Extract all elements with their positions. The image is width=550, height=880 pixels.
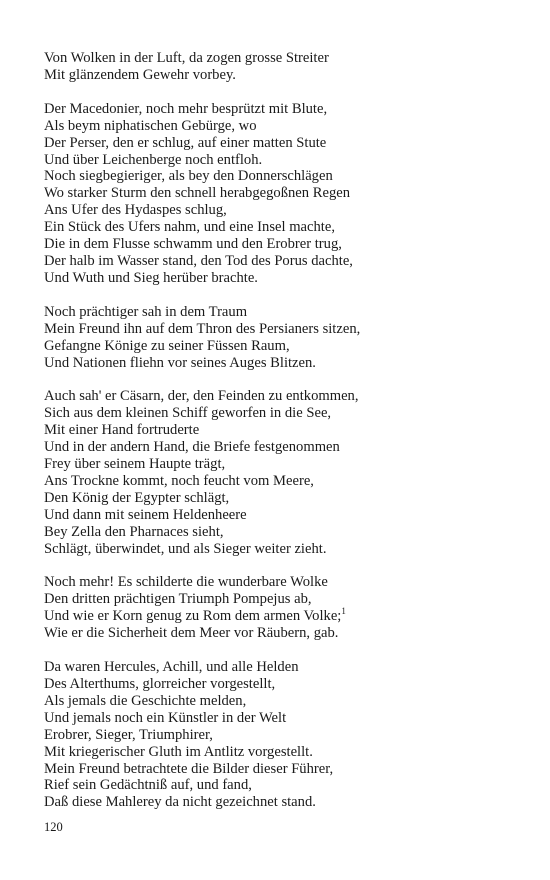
verse-line: Sich aus dem kleinen Schiff geworfen in die See,	[44, 405, 332, 422]
verse-line: Des Alterthums, glorreicher vorgestellt,	[44, 676, 276, 692]
verse-line: Mein Freund ihn auf dem Thron des Persianers sitzen,	[44, 320, 361, 337]
footnote-marker: 1	[341, 606, 346, 617]
verse-line: Gefangne Könige zu seiner Füssen Raum,	[44, 337, 290, 354]
verse-line: Noch siegbegieriger, als bey den Donnerschlägen	[44, 168, 333, 185]
verse-line: Und Nationen fliehn vor seines Auges Blitzen.	[44, 354, 316, 371]
verse-line: Der Macedonier, noch mehr besprützt mit Blute,	[44, 100, 328, 117]
poem-body	[44, 50, 514, 828]
verse-line-with-footnote	[44, 608, 514, 625]
verse-line: Ans Trockne kommt, noch feucht vom Meere,	[44, 472, 314, 489]
verse-line: Rief sein Gedächtniß auf, und fand,	[44, 777, 252, 794]
verse-line: Erobrer, Sieger, Triumphirer,	[44, 726, 213, 743]
verse-line: Als jemals die Geschichte melden,	[44, 692, 247, 709]
verse-line: Mit kriegerischer Gluth im Antlitz vorgestellt.	[44, 743, 313, 760]
verse-line: Ans Ufer des Hydaspes schlug,	[44, 202, 227, 219]
verse-line: Daß diese Mahlerey da nicht gezeichnet stand.	[44, 794, 316, 811]
verse-line: Den dritten prächtigen Triumph Pompejus ab,	[44, 591, 312, 608]
verse-line: Mit einer Hand fortruderte	[44, 422, 200, 439]
verse-line: Von Wolken in der Luft, da zogen grosse Streiter	[44, 50, 329, 66]
verse-line: Wo starker Sturm den schnell herabgegoßnen Regen	[44, 185, 351, 202]
verse-line: Frey über seinem Haupte trägt,	[44, 456, 226, 473]
verse-line: Noch mehr! Es schilderte die wunderbare Wolke	[44, 574, 328, 591]
verse-line: Und jemals noch ein Künstler in der Welt	[44, 709, 287, 726]
verse-line: Noch prächtiger sah in dem Traum	[44, 303, 248, 320]
verse-line: Auch sah' er Cäsarn, der, den Feinden zu entkommen,	[44, 388, 359, 405]
verse-line: Und Wuth und Sieg herüber brachte.	[44, 269, 258, 286]
stanza-1	[44, 50, 514, 84]
verse-line: Der Perser, den er schlug, auf einer matten Stute	[44, 134, 327, 151]
verse-line: Der halb im Wasser stand, den Tod des Porus dachte,	[44, 252, 353, 269]
stanza-6	[44, 659, 514, 811]
verse-line: Ein Stück des Ufers nahm, und eine Insel machte,	[44, 219, 335, 236]
verse-line: Und dann mit seinem Heldenheere	[44, 506, 247, 523]
page-number: 120	[44, 820, 63, 834]
verse-line: Die in dem Flusse schwamm und den Erobrer trug,	[44, 236, 342, 253]
verse-line: Wie er die Sicherheit dem Meer vor Räubern, gab.	[44, 625, 339, 642]
stanza-4	[44, 388, 514, 557]
verse-line: Mein Freund betrachtete die Bilder dieser Führer,	[44, 760, 334, 777]
verse-line: Bey Zella den Pharnaces sieht,	[44, 523, 224, 540]
verse-line: Und über Leichenberge noch entfloh.	[44, 151, 263, 168]
verse-line: Schlägt, überwindet, und als Sieger weiter zieht.	[44, 540, 327, 557]
verse-line: Da waren Hercules, Achill, und alle Helden	[44, 659, 299, 676]
verse-line: Als beym niphatischen Gebürge, wo	[44, 117, 257, 134]
stanza-2	[44, 101, 514, 287]
stanza-5	[44, 574, 514, 642]
verse-line: Mit glänzendem Gewehr vorbey.	[44, 66, 236, 83]
stanza-3	[44, 304, 514, 372]
verse-line-text: Und wie er Korn genug zu Rom dem armen Volke;	[44, 608, 342, 625]
verse-line: Den König der Egypter schlägt,	[44, 489, 230, 506]
verse-line: Und in der andern Hand, die Briefe festgenommen	[44, 439, 340, 456]
